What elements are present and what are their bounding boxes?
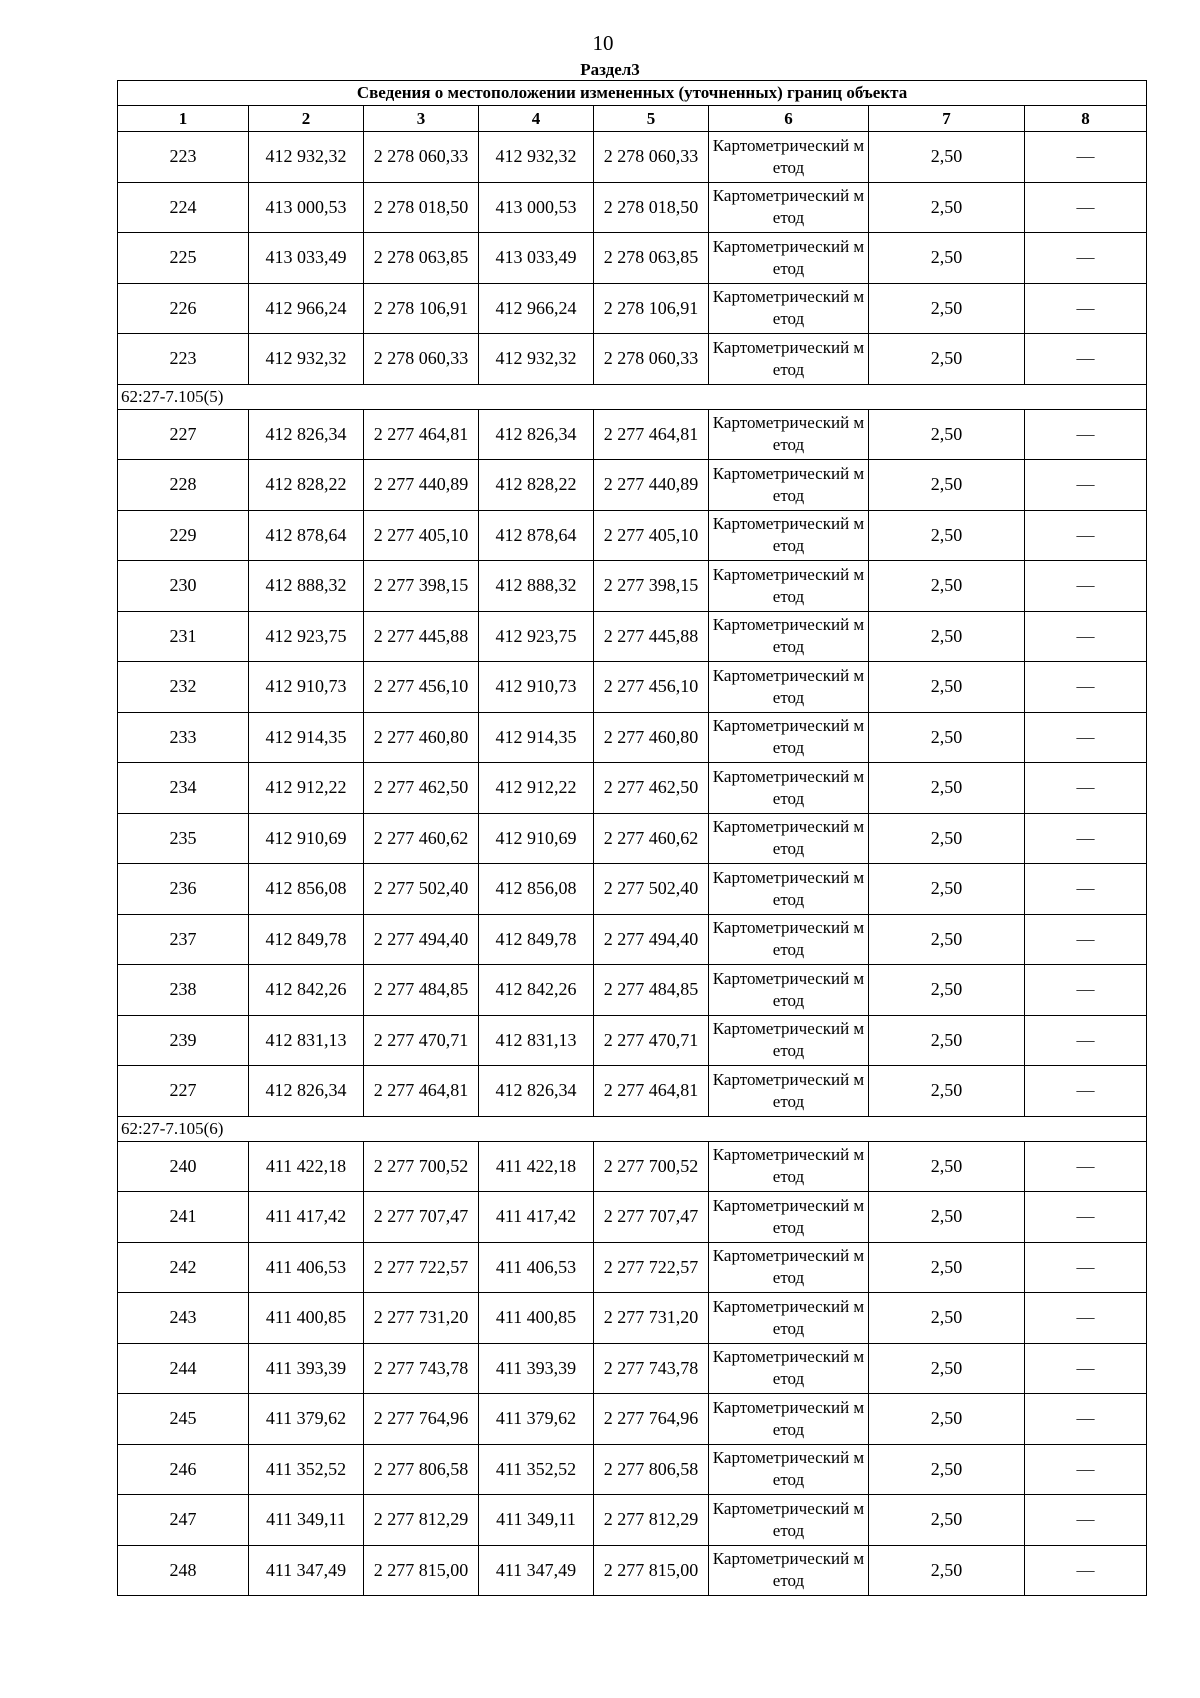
cell-description: — [1025,763,1147,814]
cell-method: Картометрический метод [709,763,869,814]
cell-y-existing: 2 278 063,85 [364,233,479,284]
cell-accuracy: 2,50 [869,132,1025,183]
cell-x-new: 412 910,69 [479,813,594,864]
cell-description: — [1025,965,1147,1016]
cell-y-existing: 2 277 405,10 [364,510,479,561]
group-header-row [118,1116,1147,1141]
cell-point-number: 239 [118,1015,249,1066]
cell-description: — [1025,132,1147,183]
cell-y-new: 2 277 460,80 [594,712,709,763]
column-number-7: 7 [869,106,1025,132]
cell-method: Картометрический метод [709,712,869,763]
cell-accuracy: 2,50 [869,965,1025,1016]
cell-point-number: 246 [118,1444,249,1495]
cell-x-new: 411 417,42 [479,1192,594,1243]
cell-method: Картометрический метод [709,965,869,1016]
cell-point-number: 233 [118,712,249,763]
cell-accuracy: 2,50 [869,662,1025,713]
cell-x-existing: 412 910,73 [249,662,364,713]
table-row [118,1343,1147,1394]
cell-y-new: 2 277 464,81 [594,409,709,460]
cell-point-number: 244 [118,1343,249,1394]
cell-y-existing: 2 277 460,80 [364,712,479,763]
cell-x-existing: 412 842,26 [249,965,364,1016]
cell-y-existing: 2 277 731,20 [364,1293,479,1344]
cell-x-existing: 411 422,18 [249,1141,364,1192]
cell-point-number: 243 [118,1293,249,1344]
cell-x-existing: 412 932,32 [249,132,364,183]
cell-y-new: 2 277 398,15 [594,561,709,612]
cell-description: — [1025,233,1147,284]
cell-y-new: 2 277 731,20 [594,1293,709,1344]
cell-description: — [1025,1242,1147,1293]
cell-method: Картометрический метод [709,1343,869,1394]
cell-description: — [1025,460,1147,511]
cell-x-existing: 412 966,24 [249,283,364,334]
cell-x-new: 412 826,34 [479,1066,594,1117]
cell-description: — [1025,813,1147,864]
cell-y-existing: 2 277 700,52 [364,1141,479,1192]
cell-description: — [1025,1192,1147,1243]
cell-y-new: 2 278 063,85 [594,233,709,284]
cell-accuracy: 2,50 [869,1444,1025,1495]
cell-x-new: 411 352,52 [479,1444,594,1495]
cell-point-number: 230 [118,561,249,612]
cell-description: — [1025,1495,1147,1546]
cell-y-existing: 2 278 106,91 [364,283,479,334]
cell-accuracy: 2,50 [869,914,1025,965]
cell-point-number: 238 [118,965,249,1016]
table-body [118,132,1147,1596]
table-row [118,460,1147,511]
cell-accuracy: 2,50 [869,763,1025,814]
cell-y-existing: 2 277 464,81 [364,1066,479,1117]
table-row [118,283,1147,334]
cell-y-existing: 2 277 707,47 [364,1192,479,1243]
table-row [118,1192,1147,1243]
cell-y-new: 2 277 700,52 [594,1141,709,1192]
cell-point-number: 237 [118,914,249,965]
cell-description: — [1025,1141,1147,1192]
cell-accuracy: 2,50 [869,460,1025,511]
cell-method: Картометрический метод [709,864,869,915]
cell-point-number: 229 [118,510,249,561]
cell-y-existing: 2 278 018,50 [364,182,479,233]
cell-x-new: 413 033,49 [479,233,594,284]
cell-x-existing: 412 910,69 [249,813,364,864]
table-row [118,132,1147,183]
column-number-6: 6 [709,106,869,132]
cell-method: Картометрический метод [709,510,869,561]
cell-accuracy: 2,50 [869,1015,1025,1066]
cell-y-new: 2 277 707,47 [594,1192,709,1243]
cell-method: Картометрический метод [709,334,869,385]
cell-method: Картометрический метод [709,233,869,284]
cell-accuracy: 2,50 [869,1192,1025,1243]
cell-x-new: 412 878,64 [479,510,594,561]
cell-y-new: 2 277 462,50 [594,763,709,814]
cell-accuracy: 2,50 [869,1545,1025,1596]
column-number-3: 3 [364,106,479,132]
cell-x-existing: 411 417,42 [249,1192,364,1243]
cell-y-existing: 2 277 464,81 [364,409,479,460]
cell-method: Картометрический метод [709,132,869,183]
cell-description: — [1025,914,1147,965]
table-row [118,1545,1147,1596]
boundary-coordinates-table [117,80,1147,1596]
cell-accuracy: 2,50 [869,283,1025,334]
cell-x-existing: 413 000,53 [249,182,364,233]
cell-x-new: 412 842,26 [479,965,594,1016]
cell-description: — [1025,864,1147,915]
cell-accuracy: 2,50 [869,233,1025,284]
cell-y-existing: 2 277 806,58 [364,1444,479,1495]
table-caption: Сведения о местоположении измененных (уточненных) границ объекта [118,81,1147,106]
group-label: 62:27-7.105(6) [118,1116,1147,1141]
cell-point-number: 234 [118,763,249,814]
cell-accuracy: 2,50 [869,864,1025,915]
cell-x-existing: 412 828,22 [249,460,364,511]
cell-y-new: 2 278 060,33 [594,334,709,385]
cell-accuracy: 2,50 [869,334,1025,385]
cell-x-existing: 412 912,22 [249,763,364,814]
cell-x-new: 412 932,32 [479,334,594,385]
table-row [118,1242,1147,1293]
table-row [118,409,1147,460]
cell-accuracy: 2,50 [869,409,1025,460]
cell-x-new: 413 000,53 [479,182,594,233]
cell-y-existing: 2 277 484,85 [364,965,479,1016]
cell-method: Картометрический метод [709,813,869,864]
cell-accuracy: 2,50 [869,611,1025,662]
cell-y-existing: 2 277 470,71 [364,1015,479,1066]
cell-y-new: 2 277 460,62 [594,813,709,864]
cell-y-new: 2 277 494,40 [594,914,709,965]
cell-x-existing: 411 393,39 [249,1343,364,1394]
cell-x-new: 412 914,35 [479,712,594,763]
table-row [118,1015,1147,1066]
column-number-8: 8 [1025,106,1147,132]
cell-point-number: 223 [118,132,249,183]
cell-y-existing: 2 277 456,10 [364,662,479,713]
cell-point-number: 241 [118,1192,249,1243]
table-row [118,965,1147,1016]
cell-method: Картометрический метод [709,662,869,713]
cell-method: Картометрический метод [709,561,869,612]
cell-y-existing: 2 277 764,96 [364,1394,479,1445]
cell-y-new: 2 277 764,96 [594,1394,709,1445]
cell-x-new: 412 932,32 [479,132,594,183]
cell-x-new: 412 849,78 [479,914,594,965]
cell-point-number: 248 [118,1545,249,1596]
group-header-row [118,384,1147,409]
cell-accuracy: 2,50 [869,1141,1025,1192]
cell-method: Картометрический метод [709,611,869,662]
cell-y-new: 2 277 445,88 [594,611,709,662]
cell-y-existing: 2 278 060,33 [364,334,479,385]
cell-method: Картометрический метод [709,460,869,511]
cell-accuracy: 2,50 [869,1394,1025,1445]
table-row [118,1293,1147,1344]
cell-description: — [1025,561,1147,612]
cell-y-existing: 2 277 815,00 [364,1545,479,1596]
cell-y-new: 2 278 018,50 [594,182,709,233]
cell-y-new: 2 277 502,40 [594,864,709,915]
cell-accuracy: 2,50 [869,1343,1025,1394]
cell-description: — [1025,409,1147,460]
cell-accuracy: 2,50 [869,1066,1025,1117]
cell-x-new: 412 831,13 [479,1015,594,1066]
cell-y-new: 2 277 806,58 [594,1444,709,1495]
table-row [118,662,1147,713]
cell-accuracy: 2,50 [869,1293,1025,1344]
cell-description: — [1025,283,1147,334]
cell-y-existing: 2 277 722,57 [364,1242,479,1293]
cell-point-number: 235 [118,813,249,864]
cell-x-new: 412 966,24 [479,283,594,334]
cell-x-existing: 412 914,35 [249,712,364,763]
table-row [118,1394,1147,1445]
cell-method: Картометрический метод [709,1545,869,1596]
cell-point-number: 240 [118,1141,249,1192]
cell-x-new: 412 910,73 [479,662,594,713]
cell-x-new: 412 828,22 [479,460,594,511]
page-number: 10 [592,31,614,55]
table-row [118,763,1147,814]
cell-method: Картометрический метод [709,1293,869,1344]
cell-description: — [1025,1394,1147,1445]
table-row [118,561,1147,612]
cell-method: Картометрический метод [709,1141,869,1192]
cell-x-new: 412 923,75 [479,611,594,662]
cell-description: — [1025,334,1147,385]
cell-y-new: 2 277 470,71 [594,1015,709,1066]
cell-x-existing: 411 400,85 [249,1293,364,1344]
cell-method: Картометрический метод [709,1242,869,1293]
cell-x-existing: 411 349,11 [249,1495,364,1546]
cell-y-existing: 2 277 502,40 [364,864,479,915]
cell-x-existing: 411 406,53 [249,1242,364,1293]
cell-y-new: 2 278 060,33 [594,132,709,183]
cell-x-new: 412 912,22 [479,763,594,814]
cell-y-new: 2 277 815,00 [594,1545,709,1596]
cell-point-number: 227 [118,1066,249,1117]
table-row [118,1444,1147,1495]
cell-x-existing: 411 347,49 [249,1545,364,1596]
cell-y-existing: 2 277 460,62 [364,813,479,864]
cell-y-existing: 2 277 743,78 [364,1343,479,1394]
cell-accuracy: 2,50 [869,561,1025,612]
column-number-2: 2 [249,106,364,132]
cell-x-existing: 412 923,75 [249,611,364,662]
cell-y-new: 2 277 405,10 [594,510,709,561]
cell-method: Картометрический метод [709,1495,869,1546]
table-row [118,1141,1147,1192]
column-number-1: 1 [118,106,249,132]
cell-method: Картометрический метод [709,914,869,965]
cell-y-new: 2 277 464,81 [594,1066,709,1117]
cell-y-existing: 2 277 445,88 [364,611,479,662]
table-row [118,914,1147,965]
cell-description: — [1025,712,1147,763]
cell-y-new: 2 277 440,89 [594,460,709,511]
cell-point-number: 224 [118,182,249,233]
section-title: Раздел3 [580,60,640,79]
cell-accuracy: 2,50 [869,1495,1025,1546]
cell-point-number: 245 [118,1394,249,1445]
cell-x-existing: 411 379,62 [249,1394,364,1445]
cell-x-existing: 412 878,64 [249,510,364,561]
cell-y-new: 2 277 743,78 [594,1343,709,1394]
cell-description: — [1025,1066,1147,1117]
cell-y-existing: 2 277 812,29 [364,1495,479,1546]
cell-point-number: 247 [118,1495,249,1546]
cell-x-existing: 413 033,49 [249,233,364,284]
cell-y-existing: 2 277 398,15 [364,561,479,612]
cell-point-number: 232 [118,662,249,713]
cell-x-existing: 412 849,78 [249,914,364,965]
cell-point-number: 225 [118,233,249,284]
cell-point-number: 227 [118,409,249,460]
cell-x-existing: 412 831,13 [249,1015,364,1066]
cell-y-existing: 2 278 060,33 [364,132,479,183]
cell-method: Картометрический метод [709,1444,869,1495]
cell-description: — [1025,1293,1147,1344]
cell-description: — [1025,1015,1147,1066]
table-row [118,813,1147,864]
cell-accuracy: 2,50 [869,1242,1025,1293]
table-row [118,1495,1147,1546]
cell-x-new: 412 888,32 [479,561,594,612]
cell-point-number: 228 [118,460,249,511]
cell-point-number: 236 [118,864,249,915]
cell-x-existing: 412 826,34 [249,1066,364,1117]
cell-x-existing: 412 932,32 [249,334,364,385]
cell-method: Картометрический метод [709,182,869,233]
cell-method: Картометрический метод [709,1394,869,1445]
table-caption-row [118,81,1147,106]
cell-x-new: 411 379,62 [479,1394,594,1445]
cell-y-existing: 2 277 494,40 [364,914,479,965]
cell-method: Картометрический метод [709,1015,869,1066]
column-number-row [118,106,1147,132]
cell-method: Картометрический метод [709,409,869,460]
cell-x-new: 411 349,11 [479,1495,594,1546]
cell-x-new: 412 856,08 [479,864,594,915]
cell-description: — [1025,182,1147,233]
cell-accuracy: 2,50 [869,712,1025,763]
cell-description: — [1025,611,1147,662]
cell-description: — [1025,1545,1147,1596]
cell-x-existing: 411 352,52 [249,1444,364,1495]
cell-description: — [1025,1444,1147,1495]
cell-point-number: 226 [118,283,249,334]
group-label: 62:27-7.105(5) [118,384,1147,409]
cell-x-new: 411 347,49 [479,1545,594,1596]
cell-method: Картометрический метод [709,1066,869,1117]
table-row [118,611,1147,662]
cell-y-new: 2 277 812,29 [594,1495,709,1546]
cell-x-new: 411 406,53 [479,1242,594,1293]
cell-accuracy: 2,50 [869,182,1025,233]
cell-method: Картометрический метод [709,1192,869,1243]
cell-y-new: 2 278 106,91 [594,283,709,334]
cell-description: — [1025,1343,1147,1394]
cell-accuracy: 2,50 [869,813,1025,864]
table-row [118,334,1147,385]
cell-y-new: 2 277 456,10 [594,662,709,713]
table-row [118,510,1147,561]
cell-y-existing: 2 277 440,89 [364,460,479,511]
cell-x-existing: 412 826,34 [249,409,364,460]
table-row [118,864,1147,915]
cell-y-existing: 2 277 462,50 [364,763,479,814]
cell-method: Картометрический метод [709,283,869,334]
cell-point-number: 242 [118,1242,249,1293]
cell-x-new: 411 400,85 [479,1293,594,1344]
table-row [118,712,1147,763]
cell-y-new: 2 277 722,57 [594,1242,709,1293]
cell-description: — [1025,662,1147,713]
cell-description: — [1025,510,1147,561]
cell-x-new: 411 393,39 [479,1343,594,1394]
cell-point-number: 231 [118,611,249,662]
table-row [118,1066,1147,1117]
cell-accuracy: 2,50 [869,510,1025,561]
column-number-4: 4 [479,106,594,132]
cell-point-number: 223 [118,334,249,385]
table-row [118,182,1147,233]
cell-x-new: 412 826,34 [479,409,594,460]
cell-x-existing: 412 856,08 [249,864,364,915]
column-number-5: 5 [594,106,709,132]
cell-y-new: 2 277 484,85 [594,965,709,1016]
cell-x-new: 411 422,18 [479,1141,594,1192]
table-row [118,233,1147,284]
cell-x-existing: 412 888,32 [249,561,364,612]
